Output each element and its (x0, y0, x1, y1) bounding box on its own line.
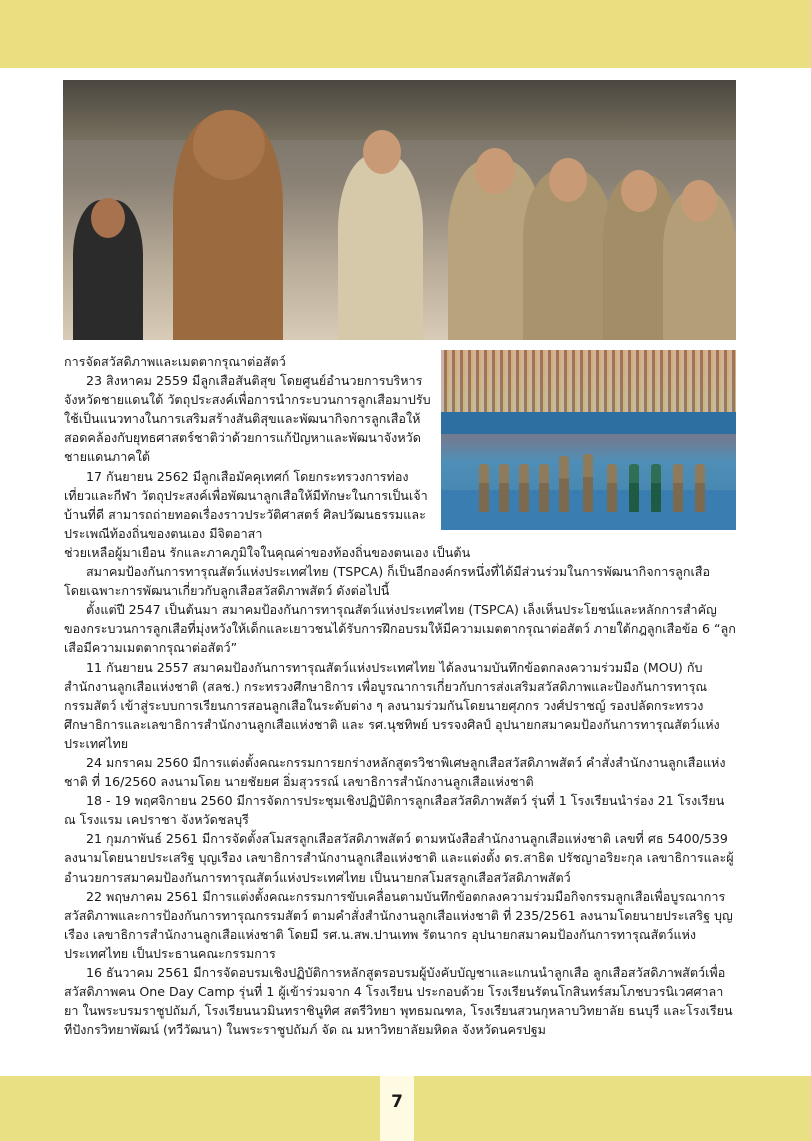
main-photo (63, 80, 736, 340)
person-head (549, 158, 587, 202)
photo-caption: การจัดสวัสดิภาพและเมตตากรุณาต่อสัตว์ (64, 354, 286, 369)
person-head (91, 198, 125, 238)
person-head (681, 180, 717, 222)
person-figure (338, 155, 423, 340)
paragraph: 24 มกราคม 2560 มีการแต่งตั้งคณะกรรมการยกร่างหลักสูตรวิชาพิเศษลูกเสือสวัสดิภาพสัตว์ คำสั่งสำนักงานลูกเสือแห่งชาติ ที่ 16/2560 ลงนามโดย นายชัยยศ อิ่มสุวรรณ์ เลขาธิการสำนักงานลูกเสือแห่งชาติ (64, 754, 726, 790)
paragraph: 21 กุมภาพันธ์ 2561 มีการจัดตั้งสโมสรลูกเสือสวัสดิภาพสัตว์ ตามหนังสือสำนักงานลูกเสือแห่งชาติ เลขที่ ศธ 5400/539 ลงนามโดยนายประเสริฐ บุญเรือง เลขาธิการสำนักงานลูกเสือแห่งชาติ และแต่งตั้ง ดร.สาธิต ปรัชญาอริยะกุล เลขาธิการและผู้อำนวยการสมาคมป้องกันการทารุณสัตว์แห่งประเทศไทย เป็นนายกสโมสรลูกเสือสวัสดิภาพสัตว์ (64, 831, 734, 885)
mascot-head (193, 110, 265, 180)
header-band (0, 0, 811, 68)
paragraph: ตั้งแต่ปี 2547 เป็นต้นมา สมาคมป้องกันการทารุณสัตว์แห่งประเทศไทย (TSPCA) เล็งเห็นประโยชน์และหลักการสำคัญของกระบวนการลูกเสือที่มุ่งหวังให้เด็กและเยาวชนได้รับการฝึกอบรมให้มีความเมตตากรุณาต่อสัตว์ ภายใต้กฎลูกเสือข้อ 6 “ลูกเสือมีความเมตตากรุณาต่อสัตว์” (64, 602, 736, 656)
paragraph: สมาคมป้องกันการทารุณสัตว์แห่งประเทศไทย (TSPCA) ก็เป็นอีกองค์กรหนึ่งที่ได้มีส่วนร่วมในการพัฒนากิจการลูกเสือ โดยเฉพาะการพัฒนาเกี่ยวกับลูกเสือสวัสดิภาพสัตว์ ดังต่อไปนี้ (64, 564, 711, 599)
full-width-paragraphs (64, 543, 736, 1039)
paragraph: 18 - 19 พฤศจิกายน 2560 มีการจัดการประชุมเชิงปฏิบัติการลูกเสือสวัสดิภาพสัตว์ รุ่นที่ 1 โรงเรียนนำร่อง 21 โรงเรียน ณ โรงแรม เคปราชา จังหวัดชลบุรี (64, 793, 725, 828)
paragraph: 22 พฤษภาคม 2561 มีการแต่งตั้งคณะกรรมการขับเคลื่อนตามบันทึกข้อตกลงความร่วมมือกิจกรรมลูกเสือเพื่อบูรณาการสวัสดิภาพและการป้องกันการทารุณกรรมสัตว์ ตามคำสั่งสำนักงานลูกเสือแห่งชาติ ที่ 235/2561 ลงนามโดยนายประเสริฐ บุญเรือง เลขาธิการสำนักงานลูกเสือแห่งชาติ โดยมี รศ.น.สพ.ปานเทพ รัตนากร อุปนายกสมาคมป้องกันการทารุณสัตว์แห่งประเทศไทย เป็นประธานคณะกรรมการ (64, 888, 733, 961)
paragraph: 23 สิงหาคม 2559 มีลูกเสือสันติสุข โดยศูนย์อำนวยการบริหารจังหวัดชายแดนใต้ วัตถุประสงค์เพื่อการนำกระบวนการลูกเสือมาปรับใช้เป็นแนวทางในการเสริมสร้างสันติสุขและพัฒนากิจการลูกเสือให้สอดคล้องกับยุทธศาสตร์ชาติว่าด้วยการแก้ปัญหาและพัฒนาจังหวัดชายแดนภาคใต้ (64, 373, 431, 465)
paragraph: 17 กันยายน 2562 มีลูกเสือมัคคุเทศก์ โดยกระทรวงการท่องเที่ยวและกีฬา วัตถุประสงค์เพื่อพัฒนาลูกเสือให้มีทักษะในการเป็นเจ้าบ้านที่ดี สามารถถ่ายทอดเรื่องราวประวัติศาสตร์ ศิลปวัฒนธรรมและประเพณีท้องถิ่นของตนเอง มีจิตอาสา (64, 468, 428, 541)
photo-wall (63, 80, 736, 140)
paragraph: 11 กันยายน 2557 สมาคมป้องกันการทารุณสัตว์แห่งประเทศไทย ได้ลงนามบันทึกข้อตกลงความร่วมมือ (MOU) กับสำนักงานลูกเสือแห่งชาติ (สลช.) กระทรวงศึกษาธิการ เพื่อบูรณาการเกี่ยวกับการส่งเสริมสวัสดิภาพและป้องกันการทารุณกรรมสัตว์ เข้าสู่ระบบการเรียนการสอนลูกเสือในระดับต่าง ๆ ลงนามร่วมกันโดยนายศุภกร วงศ์ปราชญ์ รองปลัดกระทรวงศึกษาธิการและเลขาธิการสำนักงานลูกเสือแห่งชาติ และ รศ.นุชทิพย์ บรรจงศิลป์ อุปนายกสมาคมป้องกันการทารุณสัตว์แห่งประเทศไทย (64, 659, 720, 751)
page-number: 7 (380, 1076, 414, 1141)
person-head (621, 170, 657, 212)
paragraph: 16 ธันวาคม 2561 มีการจัดอบรมเชิงปฏิบัติการหลักสูตรอบรมผู้บังคับบัญชาและแกนนำลูกเสือ ลูกเสือสวัสดิภาพสัตว์เพื่อสวัสดิภาพคน One Day Camp รุ่นที่ 1 ผู้เข้าร่วมจาก 4 โรงเรียน ประกอบด้วย โรงเรียนรัตนโกสินทร์สมโภชบวรนิเวศศาลายา ในพระบรมราชูปถัมภ์, โรงเรียนนวมินทราชินูทิศ สตรีวิทยา พุทธมณฑล, โรงเรียนสวนกุหลาบวิทยาลัย ธนบุรี และโรงเรียนทีปังกรวิทยาพัฒน์ (ทวีวัฒนา) ในพระราชูปถัมภ์ จัด ณ มหาวิทยาลัยมหิดล จังหวัดนครปฐม (64, 965, 733, 1038)
paragraph: ช่วยเหลือผู้มาเยือน รักและภาคภูมิใจในคุณค่าของท้องถิ่นของตนเอง เป็นต้น (64, 544, 471, 560)
article-body (64, 352, 736, 1039)
person-head (363, 130, 401, 174)
person-head (475, 148, 515, 194)
